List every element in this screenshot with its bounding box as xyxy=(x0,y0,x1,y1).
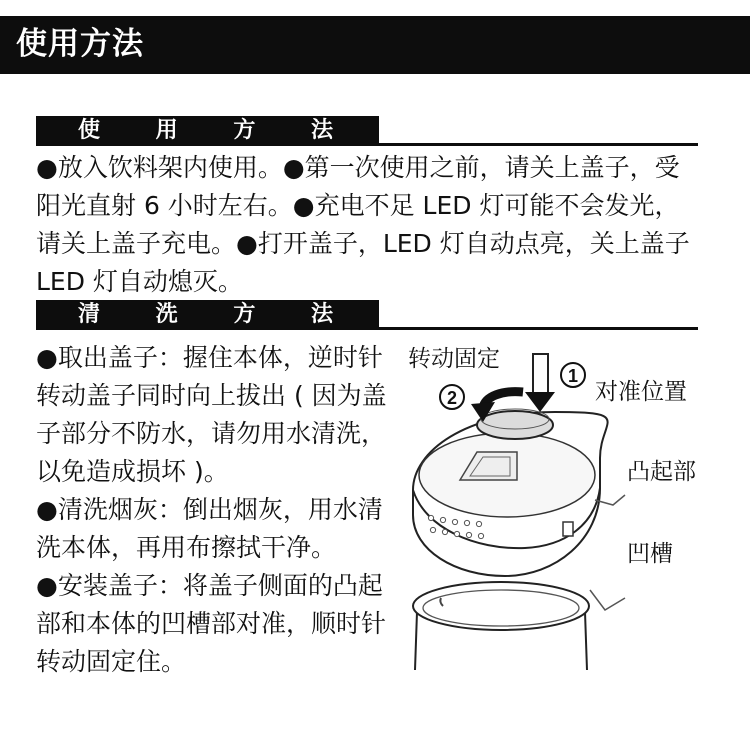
page-title: 使用方法 xyxy=(16,26,144,62)
section-heading-usage xyxy=(36,116,698,146)
section-heading-label: 使 用 方 法 xyxy=(78,118,357,143)
cleaning-step-attach-lid: ●安装盖子：将盖子侧面的凸起部和本体的凹槽部对准，顺时针转动固定住。 xyxy=(36,571,387,676)
step-2-marker: 2 xyxy=(446,388,458,408)
cleaning-step-wash: ●清洗烟灰：倒出烟灰，用水清洗本体，再用布擦拭干净。 xyxy=(36,495,383,562)
usage-instructions: ●放入饮料架内使用。●第一次使用之前，请关上盖子，受阳光直射 6 小时左右。●充电不足 LED 灯可能不会发光，请关上盖子充电。●打开盖子，LED 灯自动点亮，关上盖子 LED 灯自动熄灭。 xyxy=(36,153,690,296)
cleaning-step-remove-lid: ●取出盖子：握住本体，逆时针转动盖子同时向上拔出 ( 因为盖子部分不防水，请勿用水清洗，以免造成损坏 )。 xyxy=(36,343,387,486)
label-groove: 凹槽 xyxy=(627,541,673,567)
label-align: 对准位置 xyxy=(595,379,687,405)
title-bar xyxy=(0,16,750,74)
section-heading-label: 清 洗 方 法 xyxy=(78,302,357,327)
step-1-marker: 1 xyxy=(567,366,579,386)
label-bump: 凸起部 xyxy=(627,459,696,485)
lid-illustration xyxy=(405,340,735,675)
label-rotate: 转动固定 xyxy=(408,346,500,372)
section-heading-cleaning xyxy=(36,300,698,330)
